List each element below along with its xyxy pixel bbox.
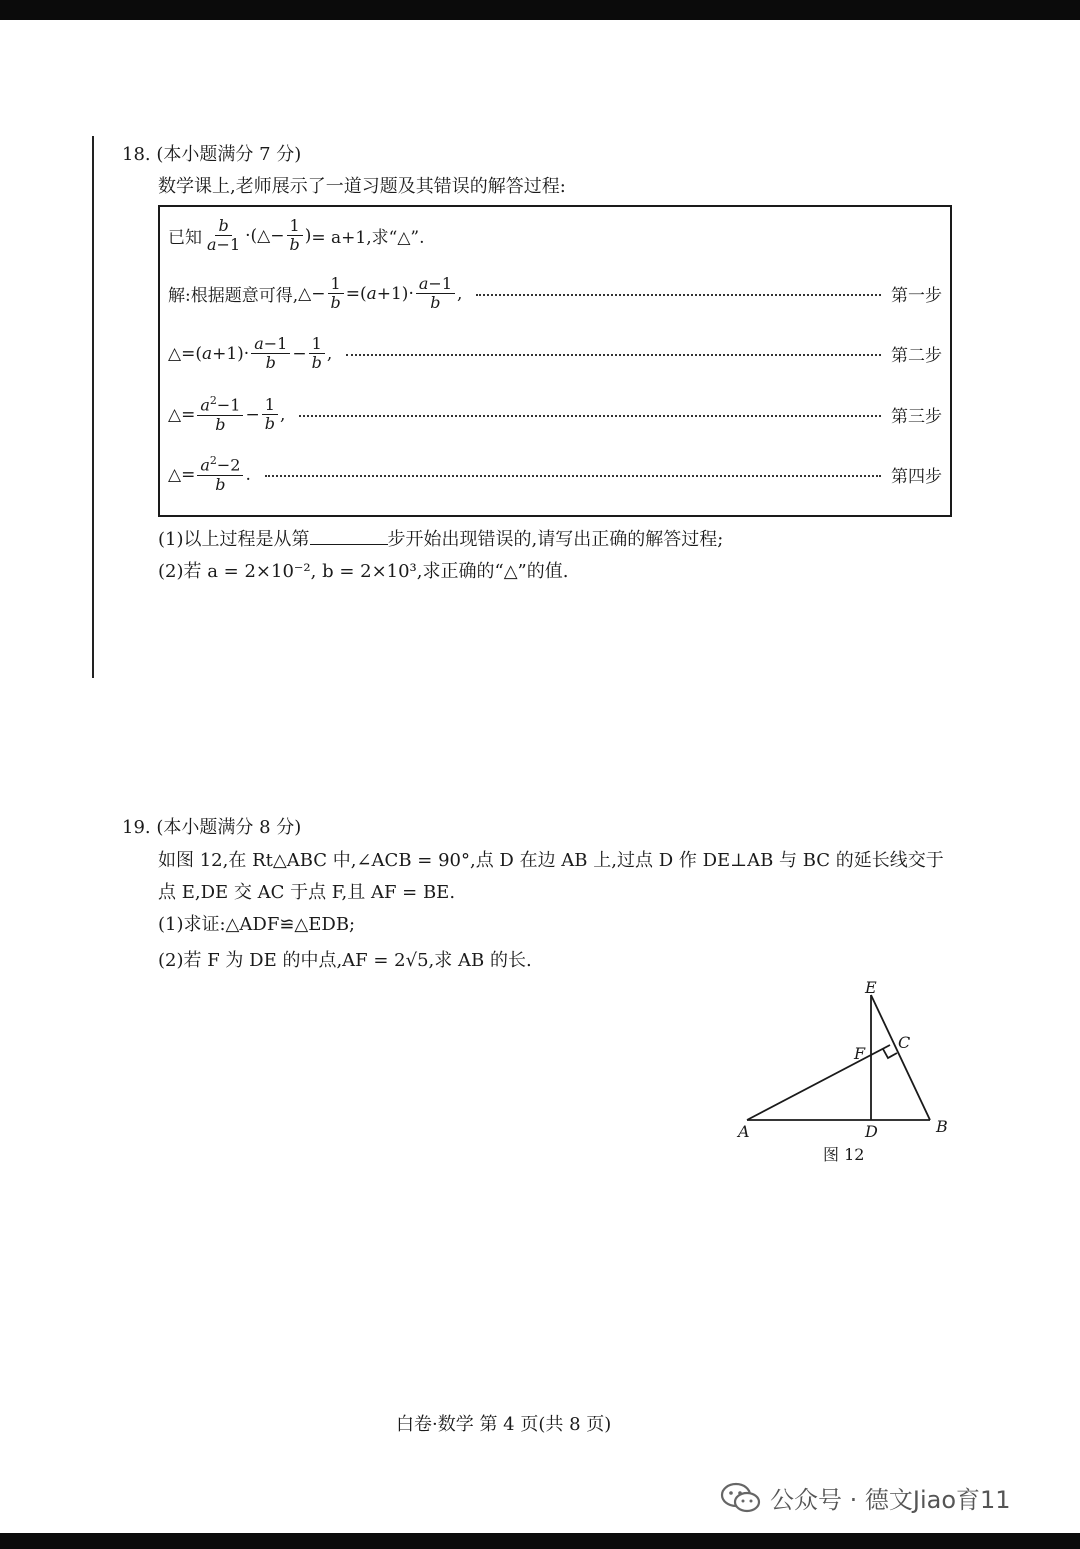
watermark-text: 公众号 · 德文Jiao育11 xyxy=(770,1486,1011,1514)
q19-part1: (1)求证:△ADF≌△EDB; xyxy=(158,914,356,935)
q18-header xyxy=(122,140,301,166)
fraction-1-over-b: $\frac{1}{b}$ xyxy=(287,217,303,255)
given-line: 已知 $\frac{b}{a-1}$ ·(△− $\frac{1}{b}$ ) = a+1,求“△”. xyxy=(168,216,425,255)
leader-dots xyxy=(346,354,881,356)
solution-prefix: 解:根据题意可得, xyxy=(168,286,299,307)
step-2-line: △=(a+1)· $\frac{a-1}{b}$ − $\frac{1}{b}$ , 第二步 xyxy=(168,334,942,373)
q18-intro: 数学课上,老师展示了一道习题及其错误的解答过程: xyxy=(158,176,566,197)
fraction-b-over-a-minus-1: $\frac{b}{a-1}$ xyxy=(207,216,241,255)
label-d: D xyxy=(865,1122,878,1141)
q19-number: 19. xyxy=(122,817,151,838)
label-c: C xyxy=(898,1033,911,1052)
step-label: 第二步 xyxy=(891,346,942,367)
q19-part2: (2)若 F 为 DE 的中点,AF = 2√5,求 AB 的长. xyxy=(158,950,532,971)
q19-points: (本小题满分 8 分) xyxy=(156,817,302,838)
right-angle-mark xyxy=(883,1049,897,1058)
page-footer: 白卷·数学 第 4 页(共 8 页) xyxy=(396,1414,612,1435)
given-prefix: 已知 xyxy=(168,228,202,249)
given-suffix: = a+1,求“△”. xyxy=(311,228,425,249)
q18-number: 18. xyxy=(122,144,151,165)
q18-solution-box xyxy=(158,205,952,517)
step-label: 第三步 xyxy=(891,407,942,428)
label-b: B xyxy=(936,1117,948,1136)
step-label: 第四步 xyxy=(891,467,942,488)
q18-part2: (2)若 a = 2×10⁻², b = 2×10³,求正确的“△”的值. xyxy=(158,561,569,582)
leader-dots xyxy=(299,415,881,417)
top-border xyxy=(0,0,1080,20)
answer-blank[interactable] xyxy=(310,526,388,545)
figure-12-triangle xyxy=(730,975,960,1170)
label-e: E xyxy=(865,978,877,997)
bottom-border xyxy=(0,1533,1080,1549)
q19-line2: 点 E,DE 交 AC 于点 F,且 AF = BE. xyxy=(158,882,456,903)
q18-points: (本小题满分 7 分) xyxy=(156,144,302,165)
segment-ac xyxy=(747,1045,890,1120)
leader-dots xyxy=(476,294,881,296)
step-label: 第一步 xyxy=(891,286,942,307)
label-a: A xyxy=(738,1122,750,1141)
segment-eb xyxy=(871,995,930,1120)
step-1-line: 解:根据题意可得, △− $\frac{1}{b}$ =(a+1)· $\frac{a-1}{b}$ , 第一步 xyxy=(168,274,942,313)
watermark xyxy=(720,1480,1011,1515)
q19-header xyxy=(122,813,301,839)
step-4-line: △= $\frac{a^2-2}{b}$ . 第四步 xyxy=(168,454,942,494)
margin-line xyxy=(92,136,94,678)
label-f: F xyxy=(854,1044,866,1063)
q18-part1: (1)以上过程是从第 步开始出现错误的,请写出正确的解答过程; xyxy=(158,525,723,551)
leader-dots xyxy=(265,475,881,477)
wechat-icon xyxy=(720,1482,762,1514)
figure-caption: 图 12 xyxy=(823,1145,865,1164)
step-3-line: △= $\frac{a^2-1}{b}$ − $\frac{1}{b}$ , 第三步 xyxy=(168,394,942,434)
q19-line1: 如图 12,在 Rt△ABC 中,∠ACB = 90°,点 D 在边 AB 上,过点 D 作 DE⊥AB 与 BC 的延长线交于 xyxy=(158,850,944,871)
